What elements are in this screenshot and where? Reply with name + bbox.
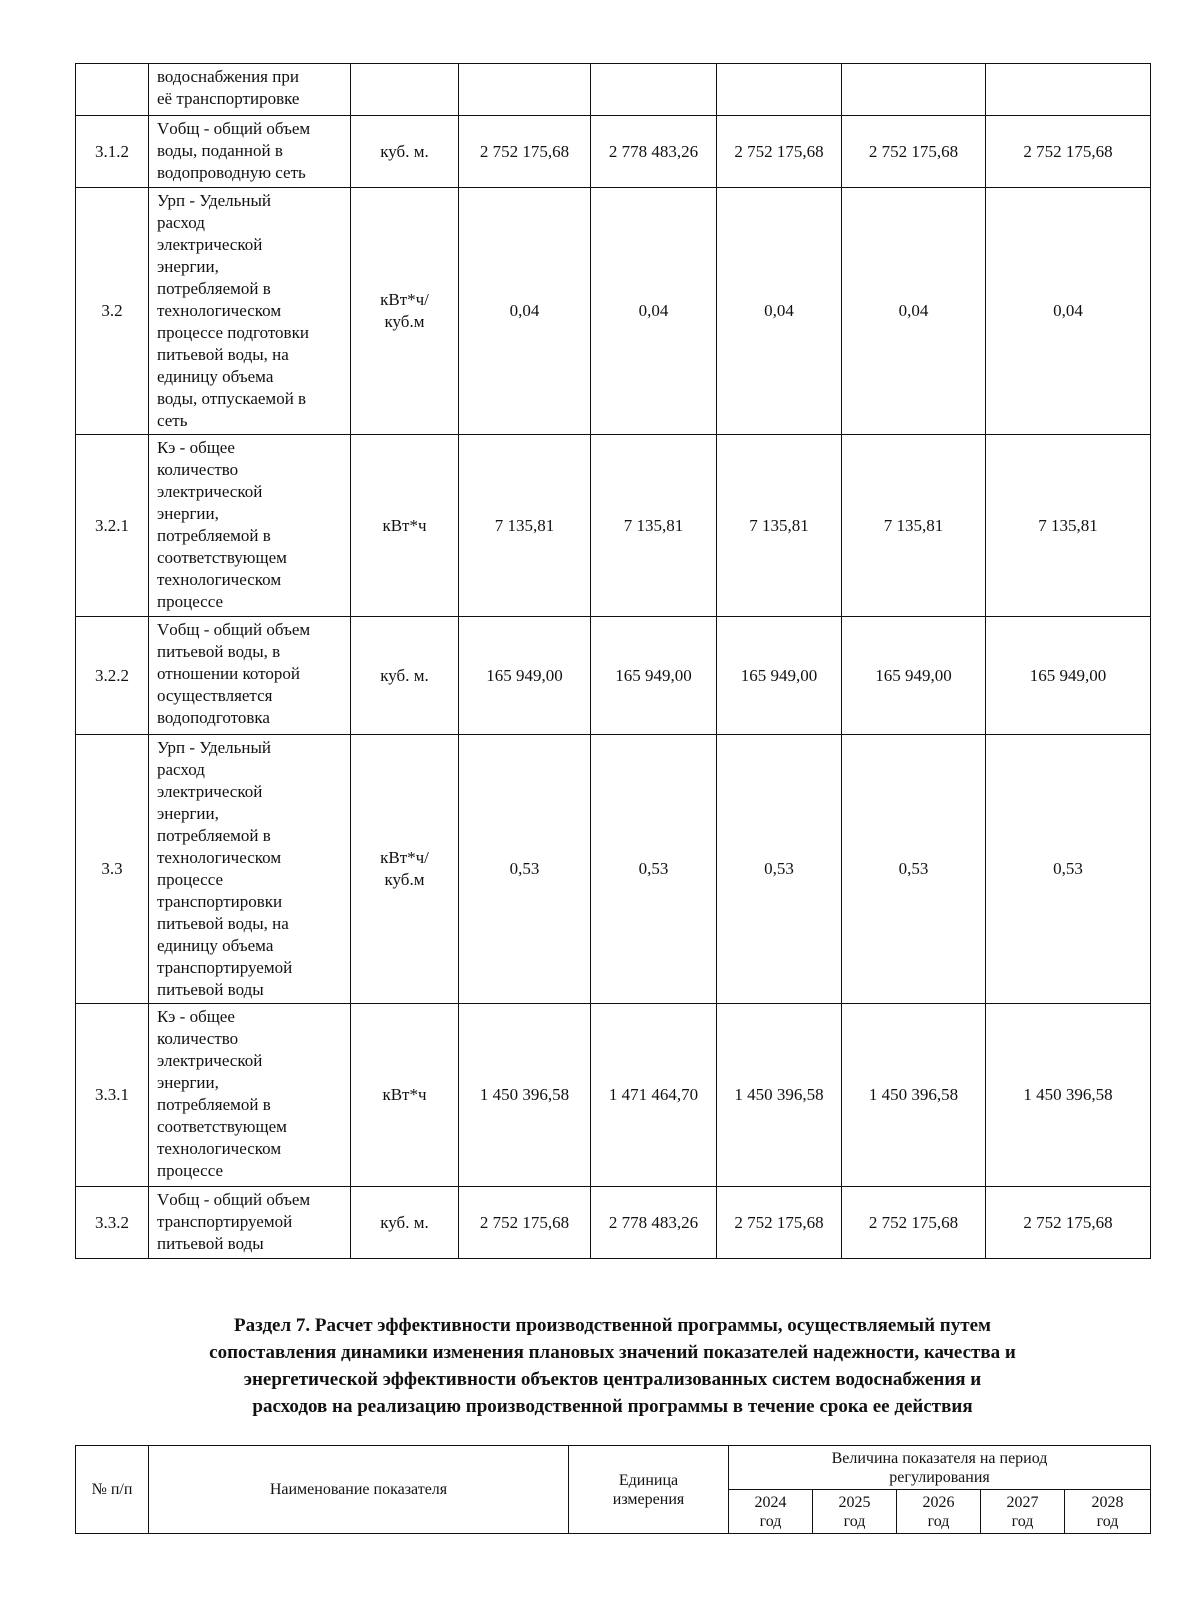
indicator-name: Vобщ - общий объем воды, поданной в водопроводную сеть <box>149 116 351 188</box>
value-2024: 165 949,00 <box>459 617 591 735</box>
table-row <box>76 435 1151 617</box>
header-year-2026: 2026 год <box>897 1490 981 1534</box>
value-2026: 2 752 175,68 <box>717 1187 842 1259</box>
unit-cell: кВт*ч <box>351 1004 459 1187</box>
indicator-name: водоснабжения при её транспортировке <box>149 64 351 116</box>
value-2027: 0,04 <box>842 188 986 435</box>
unit-cell: кВт*ч <box>351 435 459 617</box>
header-unit: Единица измерения <box>569 1446 729 1534</box>
value-2024: 0,04 <box>459 188 591 435</box>
value-2028: 0,53 <box>986 735 1151 1004</box>
section-heading: Раздел 7. Расчет эффективности производственной программы, осуществляемый путем сопоставления динамики изменения плановых значений показателей надежности, качества и энергетической эффективности объектов централизованных систем водоснабжения и расходов на реализацию производственной программы в течение срока ее действия <box>209 1315 1016 1417</box>
table-row <box>76 188 1151 435</box>
row-number: 3.3 <box>76 735 149 1004</box>
table-row <box>76 116 1151 188</box>
value-2026: 2 752 175,68 <box>717 116 842 188</box>
value-2027: 165 949,00 <box>842 617 986 735</box>
value-2027: 2 752 175,68 <box>842 116 986 188</box>
value-2025: 7 135,81 <box>591 435 717 617</box>
value-2025: 165 949,00 <box>591 617 717 735</box>
table-row <box>76 617 1151 735</box>
row-number <box>76 64 149 116</box>
unit-cell <box>351 64 459 116</box>
value-2025 <box>591 64 717 116</box>
unit-cell: кВт*ч/ куб.м <box>351 735 459 1004</box>
header-period: Величина показателя на период регулирования <box>729 1446 1151 1490</box>
header-year-2027: 2027 год <box>981 1490 1065 1534</box>
value-2026: 0,53 <box>717 735 842 1004</box>
header-year-2028: 2028 год <box>1065 1490 1151 1534</box>
row-number: 3.2.2 <box>76 617 149 735</box>
table-row <box>76 64 1151 116</box>
unit-cell: куб. м. <box>351 617 459 735</box>
value-2026: 0,04 <box>717 188 842 435</box>
value-2027: 7 135,81 <box>842 435 986 617</box>
table-row <box>76 735 1151 1004</box>
row-number: 3.1.2 <box>76 116 149 188</box>
value-2028: 0,04 <box>986 188 1151 435</box>
value-2025: 0,53 <box>591 735 717 1004</box>
indicator-name: Vобщ - общий объем питьевой воды, в отношении которой осуществляется водоподготовка <box>149 617 351 735</box>
value-2025: 0,04 <box>591 188 717 435</box>
header-indicator-name: Наименование показателя <box>149 1446 569 1534</box>
value-2026 <box>717 64 842 116</box>
header-number: № п/п <box>76 1446 149 1534</box>
value-2027: 1 450 396,58 <box>842 1004 986 1187</box>
indicators-table <box>75 63 1151 1259</box>
header-year-2025: 2025 год <box>813 1490 897 1534</box>
value-2027: 0,53 <box>842 735 986 1004</box>
value-2028: 7 135,81 <box>986 435 1151 617</box>
value-2024: 0,53 <box>459 735 591 1004</box>
header-year-2024: 2024 год <box>729 1490 813 1534</box>
table-row <box>76 1004 1151 1187</box>
value-2024: 2 752 175,68 <box>459 116 591 188</box>
value-2027: 2 752 175,68 <box>842 1187 986 1259</box>
value-2025: 2 778 483,26 <box>591 116 717 188</box>
value-2026: 165 949,00 <box>717 617 842 735</box>
value-2024: 7 135,81 <box>459 435 591 617</box>
row-number: 3.2.1 <box>76 435 149 617</box>
indicator-name: Урп - Удельный расход электрической энергии, потребляемой в технологическом процессе транспортировки питьевой воды, на единицу объема транспортируемой питьевой воды <box>149 735 351 1004</box>
unit-cell: куб. м. <box>351 1187 459 1259</box>
value-2028: 1 450 396,58 <box>986 1004 1151 1187</box>
value-2028 <box>986 64 1151 116</box>
unit-cell: кВт*ч/ куб.м <box>351 188 459 435</box>
value-2026: 1 450 396,58 <box>717 1004 842 1187</box>
unit-cell: куб. м. <box>351 116 459 188</box>
value-2028: 2 752 175,68 <box>986 116 1151 188</box>
value-2028: 2 752 175,68 <box>986 1187 1151 1259</box>
row-number: 3.3.2 <box>76 1187 149 1259</box>
value-2024: 1 450 396,58 <box>459 1004 591 1187</box>
value-2026: 7 135,81 <box>717 435 842 617</box>
indicator-name: Кэ - общее количество электрической энергии, потребляемой в соответствующем технологическом процессе <box>149 435 351 617</box>
value-2025: 1 471 464,70 <box>591 1004 717 1187</box>
row-number: 3.3.1 <box>76 1004 149 1187</box>
row-number: 3.2 <box>76 188 149 435</box>
table-row <box>76 1187 1151 1259</box>
section-7-table-header <box>75 1445 1151 1534</box>
value-2024 <box>459 64 591 116</box>
value-2027 <box>842 64 986 116</box>
indicator-name: Кэ - общее количество электрической энергии, потребляемой в соответствующем технологическом процессе <box>149 1004 351 1187</box>
indicator-name: Урп - Удельный расход электрической энергии, потребляемой в технологическом процессе подготовки питьевой воды, на единицу объема воды, отпускаемой в сеть <box>149 188 351 435</box>
value-2025: 2 778 483,26 <box>591 1187 717 1259</box>
indicator-name: Vобщ - общий объем транспортируемой питьевой воды <box>149 1187 351 1259</box>
value-2024: 2 752 175,68 <box>459 1187 591 1259</box>
value-2028: 165 949,00 <box>986 617 1151 735</box>
